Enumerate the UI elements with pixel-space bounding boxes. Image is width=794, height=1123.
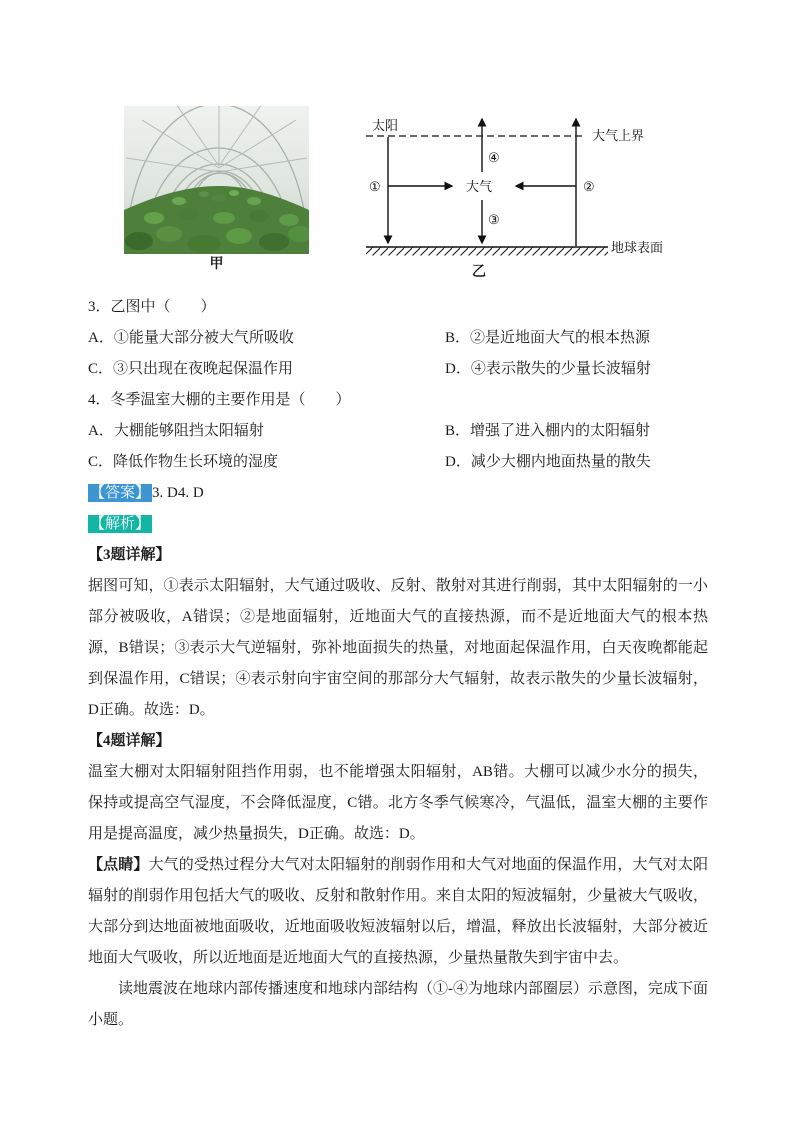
figure-row: [124, 106, 708, 284]
surface-hatching: [366, 248, 608, 256]
sun-label: 太阳: [372, 118, 399, 133]
question-3-stem: 3．乙图中（ ）: [88, 299, 216, 315]
analysis-badge: 【解析】: [90, 516, 151, 532]
q3-option-d: D．④表示散失的少量长波辐射: [445, 361, 651, 377]
q4-option-a: A．大棚能够阻挡太阳辐射: [88, 423, 264, 439]
question-block: [88, 292, 708, 1036]
question-4-options-row-1: [88, 416, 708, 447]
question-4-options-row-2: [88, 447, 708, 478]
atmosphere-top-label: 大气上界: [592, 128, 645, 143]
detail-4-title: 【4题详解】: [88, 733, 171, 749]
answer-text: 3. D4. D: [152, 485, 204, 501]
atmosphere-diagram-figure: [364, 112, 674, 284]
q3-option-c: C．③只出现在夜晚起保温作用: [88, 361, 294, 377]
greenhouse-photo: [124, 106, 309, 254]
greenhouse-photo-art: [124, 106, 309, 254]
diagram-caption: 乙: [472, 265, 486, 280]
atmosphere-diagram: [364, 112, 674, 262]
answer-badge: 【答案】: [90, 485, 151, 501]
question-3-options-row-1: [88, 323, 708, 354]
tip-body: 大气的受热过程分大气对太阳辐射的削弱作用和大气对地面的保温作用，大气对太阳辐射的削弱作用包括大气的吸收、反射和散射作用。来自太阳的短波辐射，少量被大气吸收，大部分到达地面被地面吸收，近地面吸收短波辐射以后，增温，释放出长波辐射，大部分被近地面大气吸收，所以近地面是近地面大气的直接热源，少量热量散失到宇宙中去。: [88, 857, 708, 966]
answer-line: [88, 478, 708, 509]
analysis-line: [88, 509, 708, 540]
label-1: ①: [369, 179, 381, 194]
next-section-intro: 读地震波在地球内部传播速度和地球内部结构（①-④为地球内部圈层）示意图，完成下面小题。: [88, 981, 708, 1028]
question-4-stem: 4．冬季温室大棚的主要作用是（ ）: [88, 392, 351, 408]
q3-option-a: A．①能量大部分被大气所吸收: [88, 330, 294, 346]
detail-3-title: 【3题详解】: [88, 547, 171, 563]
q3-option-b: B．②是近地面大气的根本热源: [445, 330, 651, 346]
label-2: ②: [583, 179, 595, 194]
atmosphere-label: 大气: [466, 179, 493, 194]
q4-option-c: C．降低作物生长环境的湿度: [88, 454, 279, 470]
question-3-options-row-2: [88, 354, 708, 385]
greenhouse-figure: [124, 106, 309, 276]
tip-label: 【点睛】: [88, 857, 149, 873]
detail-3-body: 据图可知，①表示太阳辐射，大气通过吸收、反射、散射对其进行削弱，其中太阳辐射的一小部分被吸收，A错误；②是地面辐射，近地面大气的直接热源，而不是近地面大气的根本热源，B错误；③表示大气逆辐射，弥补地面损失的热量，对地面起保温作用，白天夜晚都能起到保温作用，C错误；④表示射向宇宙空间的那部分大气辐射，故表示散失的少量长波辐射，D正确。故选：D。: [88, 578, 708, 718]
photo-caption: 甲: [209, 257, 224, 272]
label-4: ④: [488, 150, 500, 165]
q4-option-b: B．增强了进入棚内的太阳辐射: [445, 423, 651, 439]
label-3: ③: [488, 212, 500, 227]
surface-label: 地球表面: [611, 240, 664, 255]
detail-4-body: 温室大棚对太阳辐射阻挡作用弱，也不能增强太阳辐射，AB错。大棚可以减少水分的损失，保持或提高空气湿度，不会降低湿度，C错。北方冬季气候寒冷，气温低，温室大棚的主要作用是提高温度，减少热量损失，D正确。故选：D。: [88, 764, 708, 842]
tip-paragraph: [88, 850, 708, 974]
q4-option-d: D．减少大棚内地面热量的散失: [445, 454, 651, 470]
